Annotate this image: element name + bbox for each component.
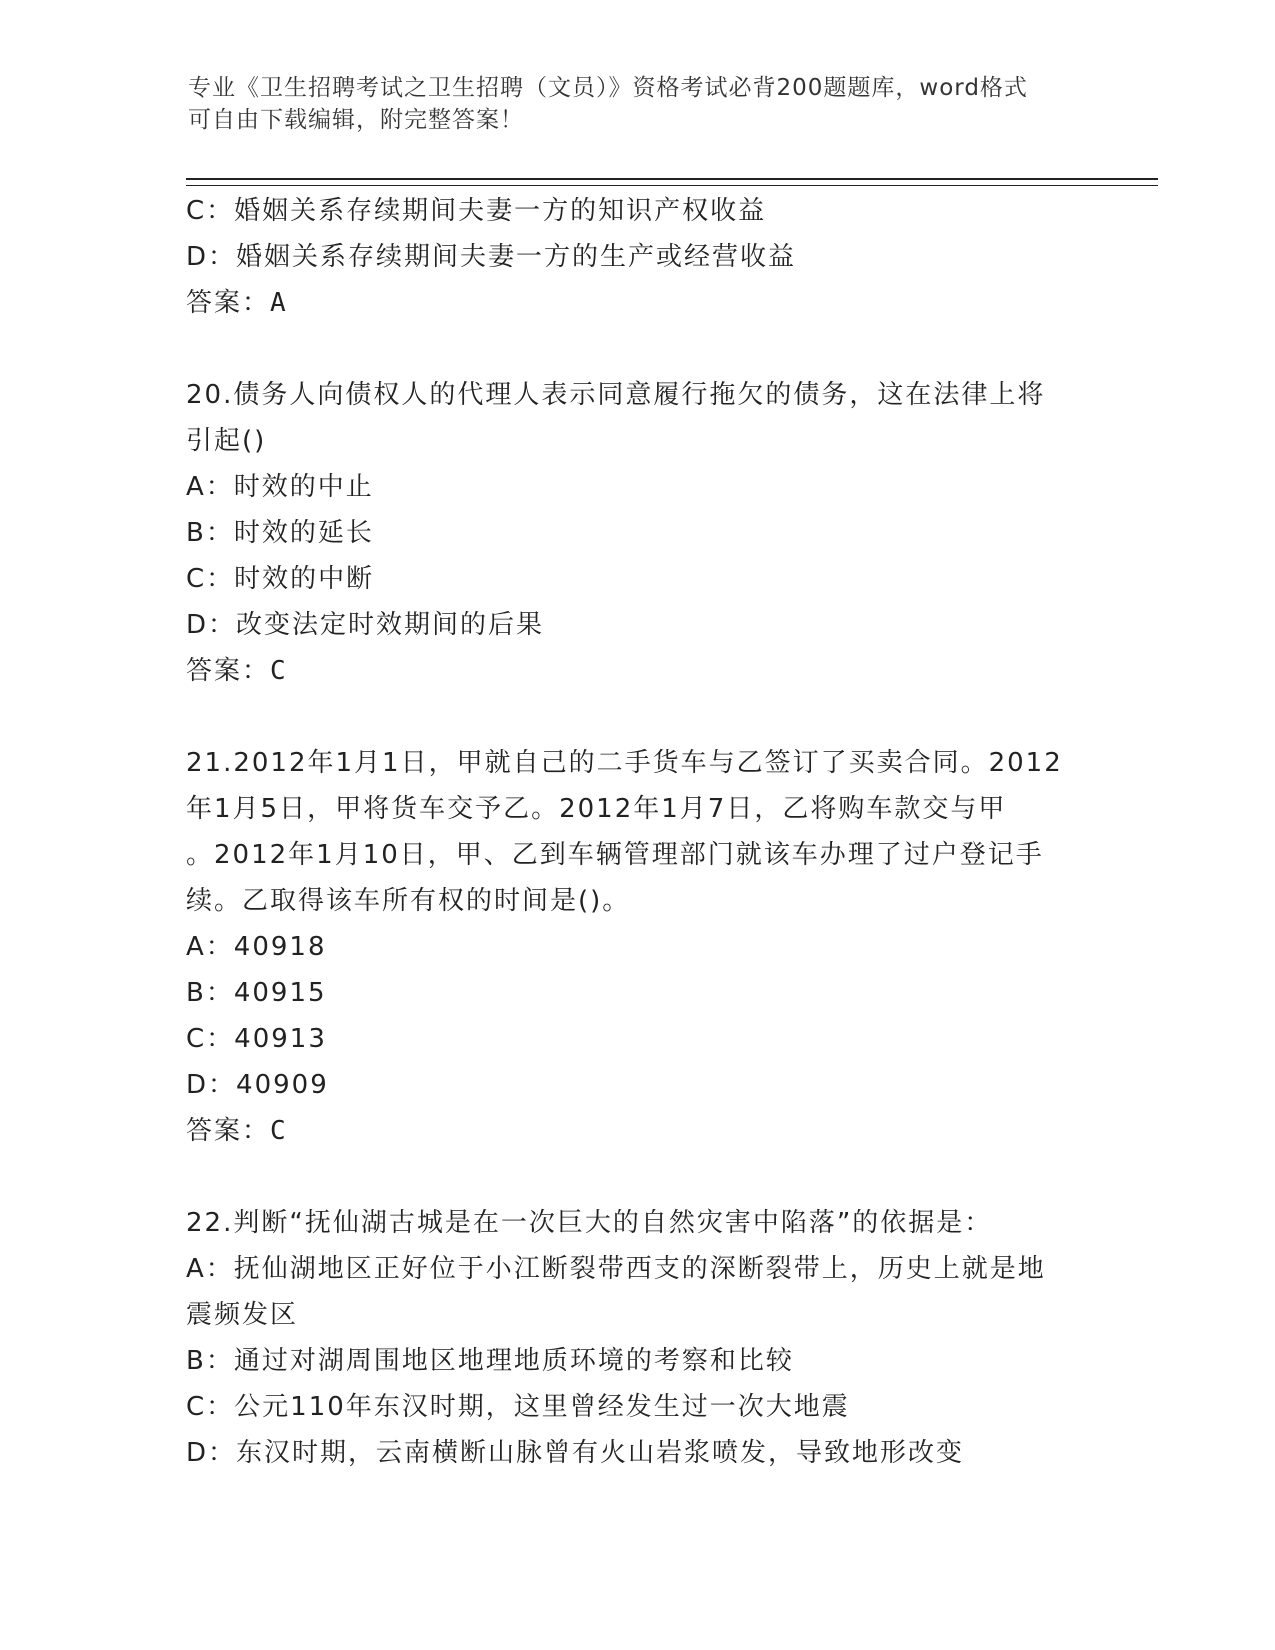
option-a: A：时效的中止 <box>186 472 374 502</box>
option-b: B：40915 <box>186 978 327 1008</box>
question-stem-line: 引起() <box>186 426 267 456</box>
option-a-continuation: 震频发区 <box>186 1300 299 1330</box>
spacer <box>186 1154 1086 1200</box>
answer-line: 答案：A <box>186 288 288 318</box>
question-stem-line: 20.债务人向债权人的代理人表示同意履行拖欠的债务，这在法律上将 <box>186 380 1046 410</box>
option-c: C：40913 <box>186 1024 327 1054</box>
question-stem-line: 年1月5日，甲将货车交予乙。2012年1月7日，乙将购车款交与甲 <box>186 794 1007 824</box>
spacer <box>186 326 1086 372</box>
option-a: A：抚仙湖地区正好位于小江断裂带西支的深断裂带上，历史上就是地 <box>186 1254 1046 1284</box>
option-d: D：东汉时期，云南横断山脉曾有火山岩浆喷发，导致地形改变 <box>186 1438 965 1468</box>
question-stem-line: 22.判断“抚仙湖古城是在一次巨大的自然灾害中陷落”的依据是： <box>186 1208 993 1238</box>
question-stem-line: 21.2012年1月1日，甲就自己的二手货车与乙签订了买卖合同。2012 <box>186 748 1063 778</box>
option-a: A：40918 <box>186 932 327 962</box>
option-b: B：时效的延长 <box>186 518 374 548</box>
question-22 <box>186 1200 1086 1476</box>
spacer <box>186 694 1086 740</box>
answer-line: 答案：C <box>186 656 288 686</box>
answer-line: 答案：C <box>186 1116 288 1146</box>
page-header <box>188 72 1088 136</box>
question-21 <box>186 740 1086 1154</box>
header-divider <box>186 178 1158 186</box>
question-content <box>186 188 1086 1476</box>
option-d: D：40909 <box>186 1070 329 1100</box>
question-stem-line: 续。乙取得该车所有权的时间是()。 <box>186 886 631 916</box>
option-d: D：改变法定时效期间的后果 <box>186 610 545 640</box>
question-19-tail <box>186 188 1086 326</box>
option-c: C：公元110年东汉时期，这里曾经发生过一次大地震 <box>186 1392 850 1422</box>
option-d: D：婚姻关系存续期间夫妻一方的生产或经营收益 <box>186 242 797 272</box>
question-20 <box>186 372 1086 694</box>
header-line-2: 可自由下载编辑，附完整答案！ <box>188 107 524 133</box>
option-b: B：通过对湖周围地区地理地质环境的考察和比较 <box>186 1346 794 1376</box>
option-c: C：婚姻关系存续期间夫妻一方的知识产权收益 <box>186 196 767 226</box>
question-stem-line: 。2012年1月10日，甲、乙到车辆管理部门就该车办理了过户登记手 <box>186 840 1044 870</box>
header-line-1: 专业《卫生招聘考试之卫生招聘（文员）》资格考试必背200题题库，word格式 <box>188 75 1028 101</box>
option-c: C：时效的中断 <box>186 564 375 594</box>
